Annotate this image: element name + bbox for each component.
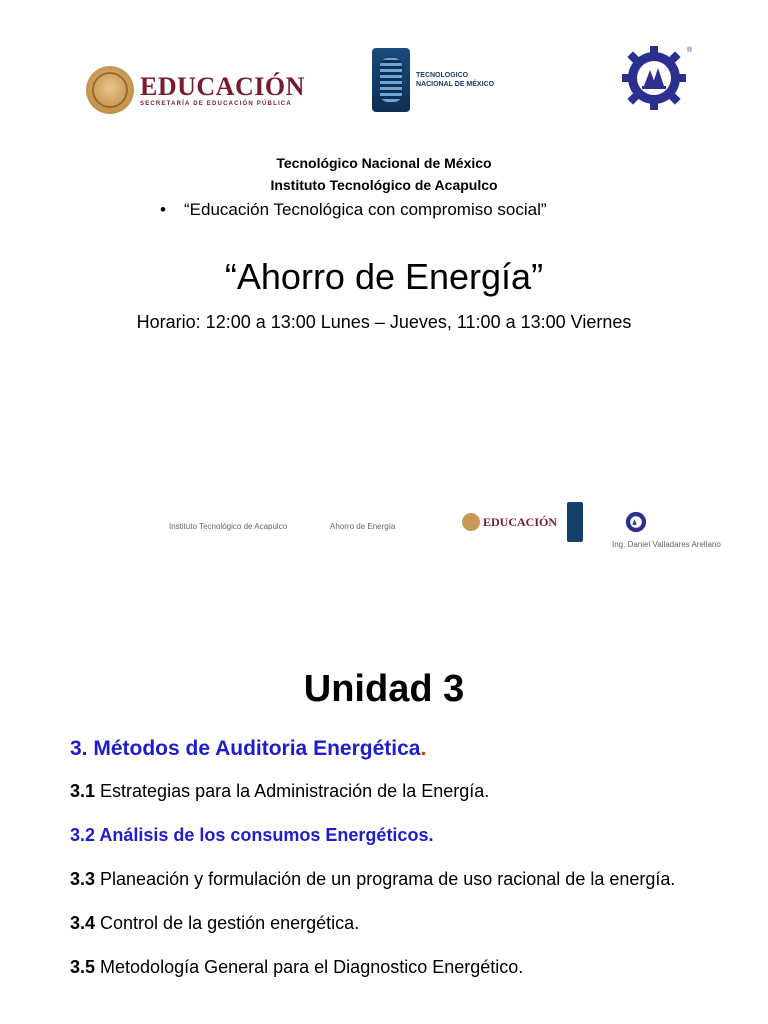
topic-text: Planeación y formulación de un programa de uso racional de la energía. [95, 869, 676, 889]
educacion-logo [86, 66, 305, 114]
footer-logos [462, 502, 649, 542]
footer-edu-logo: EDUCACIÓN [483, 514, 558, 529]
header-line-1: Tecnológico Nacional de México [276, 155, 492, 171]
unit-heading: Unidad 3 [303, 668, 465, 710]
bullet-icon: • [160, 200, 166, 219]
topic-main-text: 3. Métodos de Auditoria Energética [70, 737, 421, 760]
topic-list [70, 736, 718, 998]
motto-text: “Educación Tecnológica con compromiso social” [184, 200, 547, 219]
ita-logo [620, 42, 692, 114]
topic-3-4 [70, 910, 718, 936]
topic-3-2: 3.2 Análisis de los consumos Energéticos. [70, 825, 434, 845]
topic-3-3 [70, 866, 718, 892]
course-schedule: Horario: 12:00 a 13:00 Lunes – Jueves, 11:00 a 13:00 Viernes [136, 312, 632, 332]
registered-mark: ® [687, 47, 692, 54]
header-line-2: Instituto Tecnológico de Acapulco [270, 177, 498, 193]
topic-3-1 [70, 778, 718, 804]
mini-tecnm-icon [567, 502, 583, 542]
tecnm-logo-line1: TECNOLOGICO [416, 72, 469, 79]
topic-number: 3.1 [70, 781, 96, 801]
topic-number: 3.5 [70, 957, 96, 977]
motto [160, 200, 547, 220]
mini-gear-icon [623, 509, 649, 535]
footer-institute: Instituto Tecnológico de Acapulco [169, 522, 288, 531]
topic-text: Estrategias para la Administración de la Energía. [95, 781, 490, 801]
tecnm-logo-line2: NACIONAL DE MÉXICO [416, 81, 495, 88]
topic-main-dot: . [420, 737, 427, 760]
mini-seal-icon [462, 513, 480, 531]
national-seal-icon [86, 66, 134, 114]
course-title: “Ahorro de Energía” [224, 256, 544, 297]
educacion-logo-subtitle: SECRETARÍA DE EDUCACIÓN PÚBLICA [140, 101, 292, 107]
gear-icon [620, 42, 692, 114]
institution-header [0, 152, 768, 196]
topic-text: Metodología General para el Diagnostico Energético. [95, 957, 524, 977]
topic-number: 3.4 [70, 913, 96, 933]
logo-row [0, 42, 768, 122]
slide-footer [0, 500, 768, 560]
footer-course: Ahorro de Energía [330, 522, 396, 531]
educacion-logo-title: EDUCACIÓN [140, 72, 305, 101]
tecnm-logo [372, 48, 494, 112]
topic-text: Control de la gestión energética. [95, 913, 360, 933]
topic-main [70, 736, 718, 762]
footer-author: Ing. Daniel Valladares Arellano [612, 540, 721, 549]
topic-number: 3.3 [70, 869, 96, 889]
topic-3-5 [70, 954, 718, 980]
tecnm-eagle-icon [372, 48, 410, 112]
